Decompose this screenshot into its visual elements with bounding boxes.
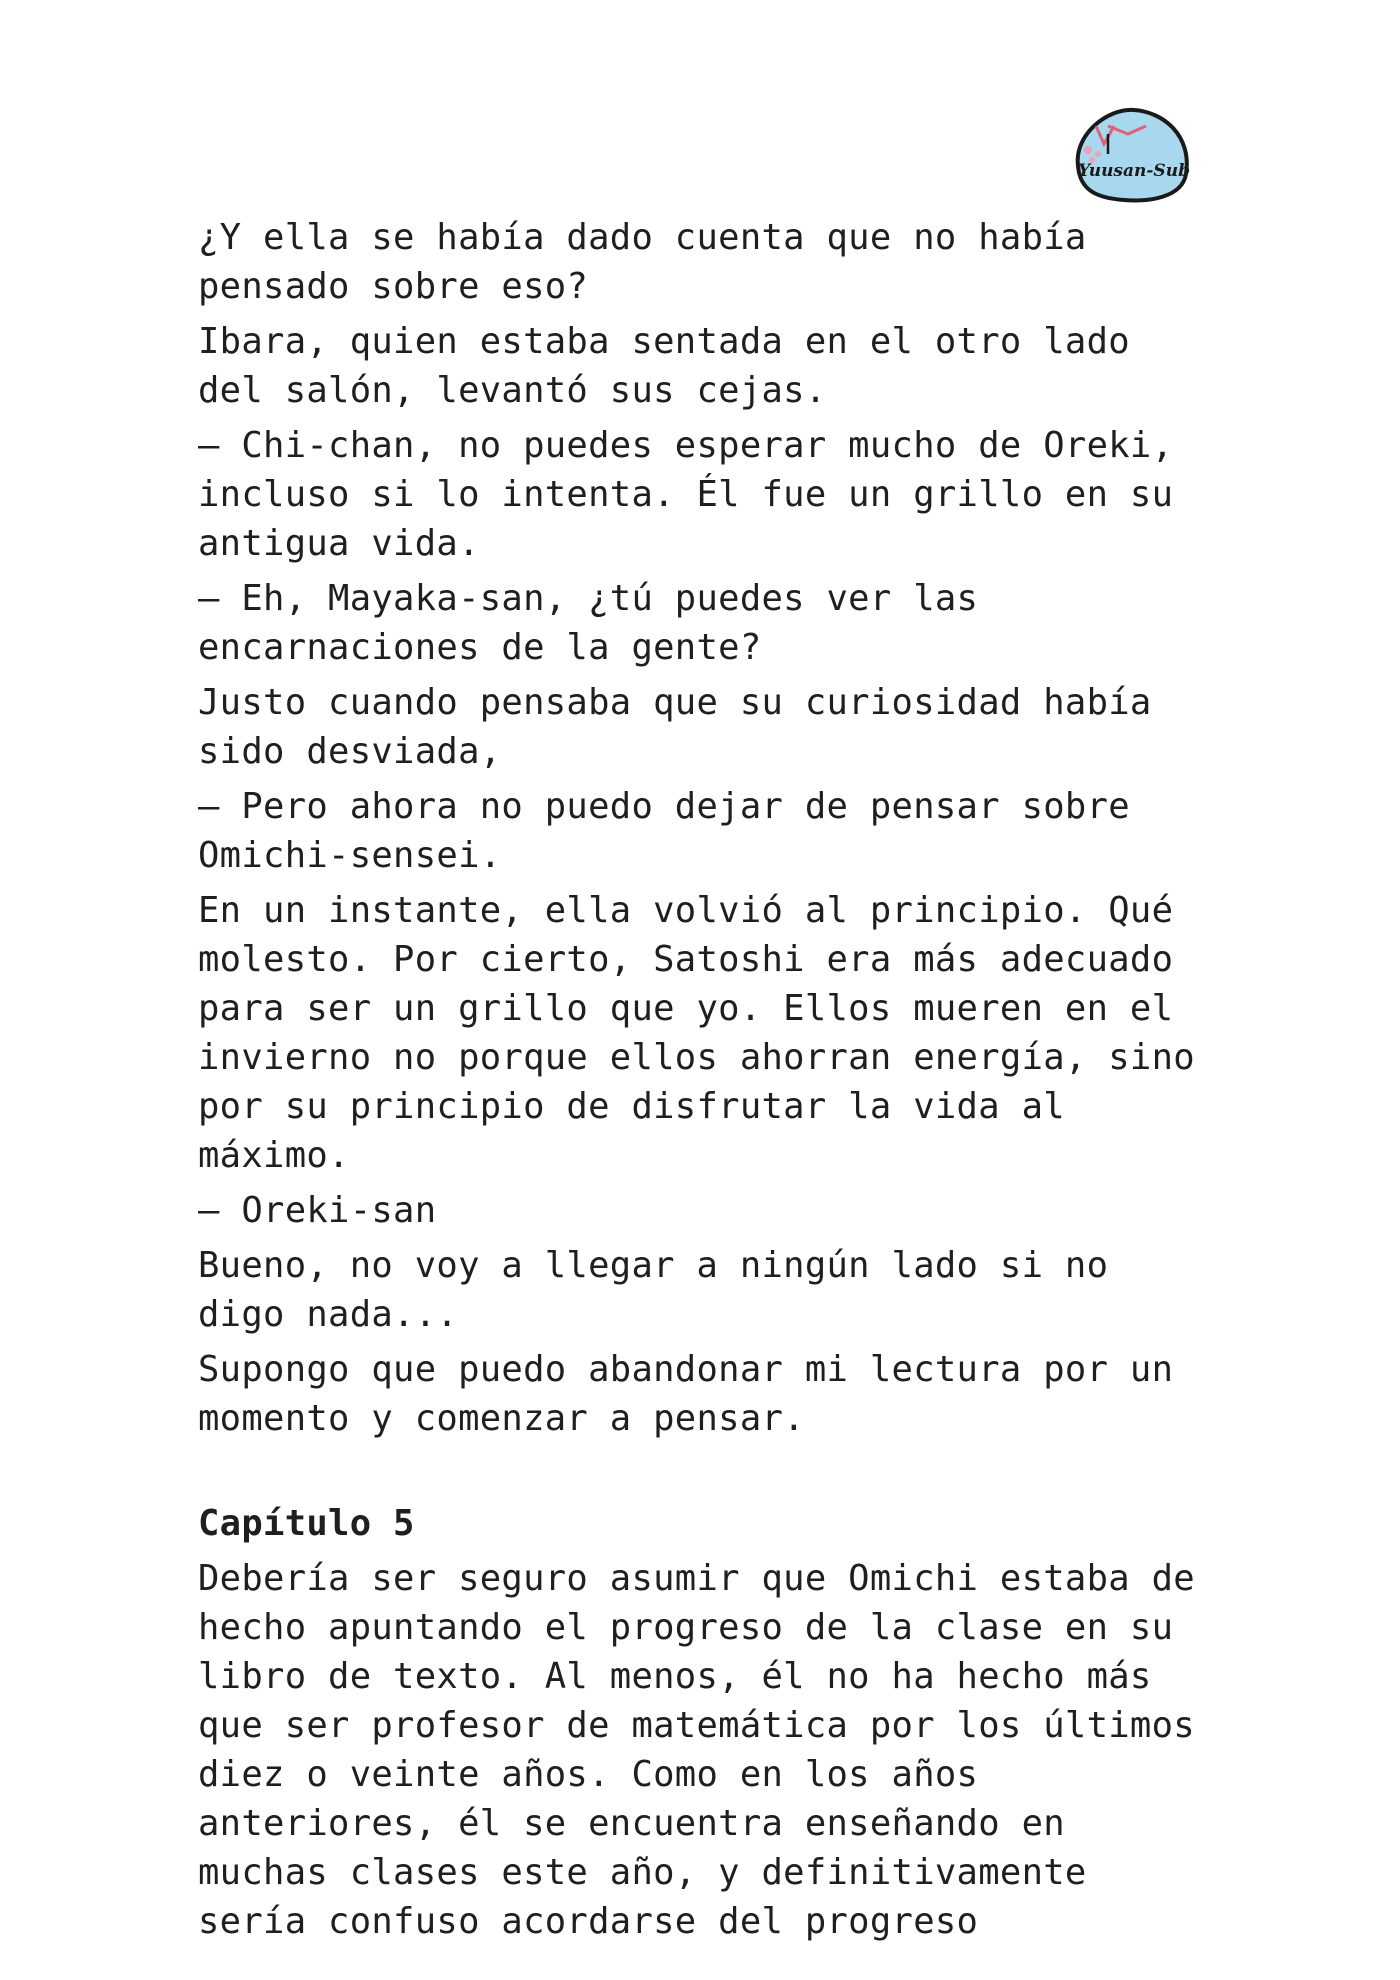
document-body <box>198 213 1208 1952</box>
dialogue-line: – Eh, Mayaka-san, ¿tú puedes ver las encarnaciones de la gente? <box>198 578 979 668</box>
chapter-heading: Capítulo 5 <box>198 1503 415 1544</box>
paragraph: Ibara, quien estaba sentada en el otro lado del salón, levantó sus cejas. <box>198 321 1130 411</box>
paragraph: Debería ser seguro asumir que Omichi estaba de hecho apuntando el progreso de la clase en su libro de texto. Al menos, él no ha hecho más que ser profesor de matemática por los últimos diez o veinte años. Como en los años anteriores, él se encuentra enseñando en muchas clases este año, y definitivamente sería confuso acordarse del progreso <box>198 1558 1195 1942</box>
dialogue-line: – Oreki-san <box>198 1190 437 1231</box>
paragraph: ¿Y ella se había dado cuenta que no había pensado sobre eso? <box>198 217 1087 307</box>
paragraph: Justo cuando pensaba que su curiosidad había sido desviada, <box>198 682 1152 772</box>
paragraph: En un instante, ella volvió al principio. Qué molesto. Por cierto, Satoshi era más adecuado para ser un grillo que yo. Ellos mueren en el invierno no porque ellos ahorran energía, sino por su principio de disfrutar la vida al máximo. <box>198 890 1195 1176</box>
logo-text: Yuusan-Sub <box>1078 161 1190 181</box>
logo-badge-icon <box>1068 104 1196 204</box>
dialogue-line: – Chi-chan, no puedes esperar mucho de Oreki, incluso si lo intenta. Él fue un grillo en su antigua vida. <box>198 425 1174 564</box>
dialogue-line: – Pero ahora no puedo dejar de pensar sobre Omichi-sensei. <box>198 786 1130 876</box>
paragraph: Supongo que puedo abandonar mi lectura por un momento y comenzar a pensar. <box>198 1349 1174 1439</box>
paragraph: Bueno, no voy a llegar a ningún lado si no digo nada... <box>198 1245 1109 1335</box>
section-spacer <box>198 1449 1208 1499</box>
yuusan-sub-logo <box>1068 104 1196 204</box>
